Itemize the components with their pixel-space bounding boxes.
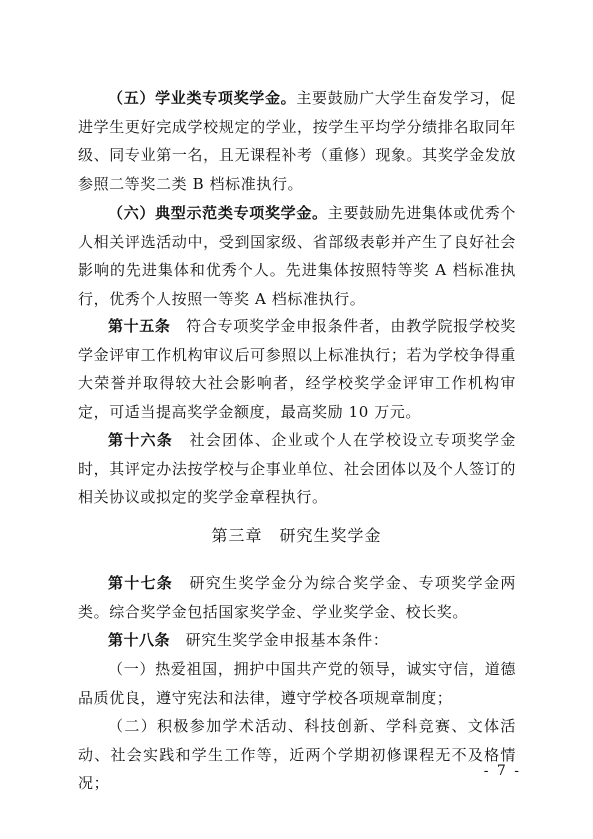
article-17 (78, 569, 516, 626)
article-number: 第十八条 (108, 631, 171, 649)
paragraph-model-scholarship (78, 199, 516, 314)
condition-text: （二）积极参加学术活动、科技创新、学科竞赛、文体活动、社会实践和学生工作等，近两个学期初修课程无不及格情况； (78, 717, 516, 793)
paragraph-academic-scholarship (78, 84, 516, 199)
chapter-title: 第三章 研究生奖学金 (211, 526, 382, 545)
article-number: 第十六条 (108, 431, 174, 449)
article-18 (78, 626, 516, 655)
condition-item-2 (78, 712, 516, 798)
condition-text: （一）热爱祖国，拥护中国共产党的领导，诚实守信，道德品质优良，遵守宪法和法律，遵守学校各项规章制度； (78, 660, 516, 707)
article-text: 社会团体、企业或个人在学校设立专项奖学金时，其评定办法按学校与企事业单位、社会团体以及个人签订的相关协议或拟定的奖学金章程执行。 (78, 431, 516, 507)
page-number: - 7 - (483, 763, 521, 779)
article-text: 研究生奖学金分为综合奖学金、专项奖学金两类。综合奖学金包括国家奖学金、学业奖学金、校长奖。 (78, 574, 516, 621)
article-15 (78, 312, 516, 427)
article-text: 符合专项奖学金申报条件者，由教学院报学校奖学金评审工作机构审议后可参照以上标准执行；若为学校争得重大荣誉并取得较大社会影响者，经学校奖学金评审工作机构审定，可适当提高奖学金额度，最高奖励 10 万元。 (78, 317, 516, 422)
paragraph-text: 主要鼓励先进集体或优秀个人相关评选活动中，受到国家级、省部级表彰并产生了良好社会影响的先进集体和优秀个人。先进集体按照特等奖 A 档标准执行，优秀个人按照一等奖 A 档标准执行。 (78, 204, 517, 309)
paragraph-lead: （五）学业类专项奖学金。 (108, 89, 297, 107)
condition-item-1 (78, 655, 516, 712)
paragraph-text: 主要鼓励广大学生奋发学习，促进学生更好完成学校规定的学业，按学生平均学分绩排名取同年级、同专业第一名，且无课程补考（重修）现象。其奖学金发放参照二等奖二类 B 档标准执行。 (78, 89, 517, 194)
article-number: 第十七条 (108, 574, 174, 592)
article-number: 第十五条 (108, 317, 171, 335)
article-text: 研究生奖学金申报基本条件： (170, 631, 389, 649)
paragraph-lead: （六）典型示范类专项奖学金。 (108, 204, 328, 222)
article-16 (78, 426, 516, 512)
